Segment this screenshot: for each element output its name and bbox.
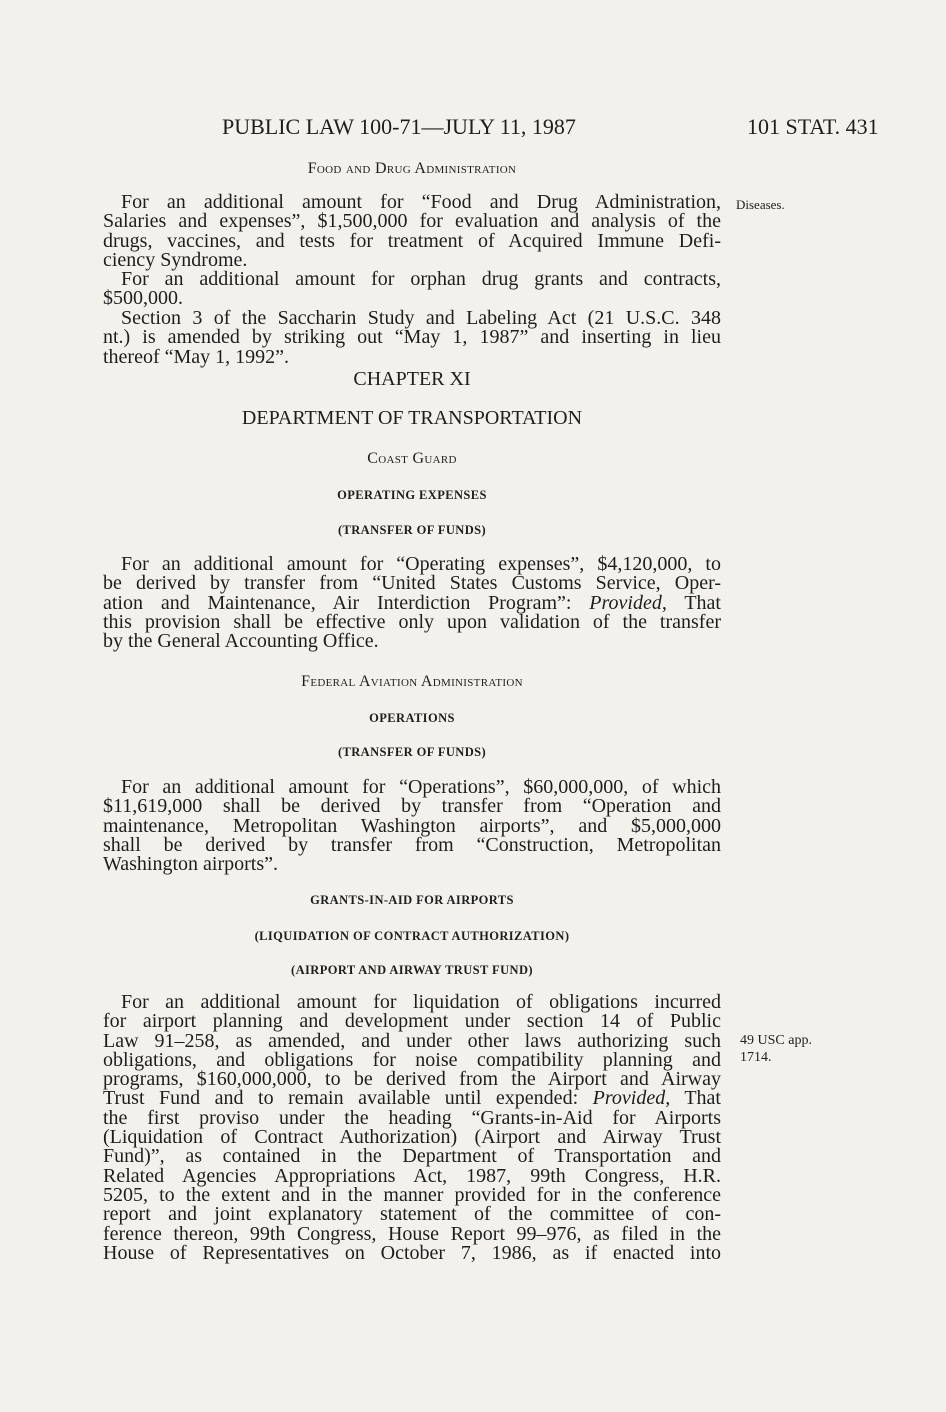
margin-note-usc-line1: 49 USC app. <box>740 1033 812 1048</box>
text-segment: nt.) is amended by striking out “May 1, 1987” and inserting in lieu <box>103 326 721 349</box>
text-line <box>103 270 721 289</box>
subheading-liquidation: (LIQUIDATION OF CONTRACT AUTHORIZATION) <box>254 929 570 943</box>
section-heading-fda: Food and Drug Administration <box>307 160 517 177</box>
text-segment: For an additional amount for orphan drug grants and contracts, <box>121 268 721 290</box>
paragraph-grants-in-aid <box>103 993 721 1263</box>
paragraph-saccharin <box>103 309 721 367</box>
margin-note-diseases: Diseases. <box>736 197 785 212</box>
text-segment: by the General Accounting Office. <box>103 630 379 653</box>
text-line <box>103 1241 721 1264</box>
text-segment: Law 91–258, as amended, and under other laws authorizing such <box>103 1029 721 1052</box>
italic-text: Provided, <box>592 1087 671 1110</box>
text-segment: $500,000. <box>103 287 183 310</box>
subheading-transfer-of-funds-2: (TRANSFER OF FUNDS) <box>337 745 487 759</box>
text-segment: Salaries and expenses”, $1,500,000 for evaluation and analysis of the <box>103 210 721 233</box>
paragraph-orphan-drug <box>103 270 721 309</box>
text-segment: For an additional amount for “Food and Drug Administration, <box>121 191 721 213</box>
margin-note-usc <box>740 1032 812 1066</box>
text-segment: Related Agencies Appropriations Act, 1987, 99th Congress, H.R. <box>103 1164 721 1187</box>
text-line <box>103 345 721 368</box>
text-segment: shall be derived by transfer from “Construction, Metropolitan <box>103 833 721 856</box>
text-segment: the first proviso under the heading “Grants-in-Aid for Airports <box>103 1106 721 1129</box>
text-segment: obligations, and obligations for noise compatibility planning and <box>103 1048 721 1071</box>
text-segment: Section 3 of the Saccharin Study and Labeling Act (21 U.S.C. 348 <box>121 307 721 329</box>
text-segment: House of Representatives on October 7, 1986, as if enacted into <box>103 1241 721 1264</box>
text-segment: this provision shall be effective only upon validation of the transfer <box>103 610 721 633</box>
department-heading: DEPARTMENT OF TRANSPORTATION <box>241 407 583 429</box>
page-stat-number: 101 STAT. 431 <box>747 114 879 139</box>
text-segment: Trust Fund and to remain available until expended: <box>103 1087 593 1110</box>
text-segment: ference thereon, 99th Congress, House Report 99–976, as filed in the <box>103 1222 721 1245</box>
section-heading-faa: Federal Aviation Administration <box>301 673 523 690</box>
text-segment: For an additional amount for liquidation of obligations incurred <box>121 991 721 1013</box>
running-header-title: PUBLIC LAW 100-71—JULY 11, 1987 <box>222 114 576 139</box>
text-segment: Fund)”, as contained in the Department of Transportation and <box>103 1145 721 1168</box>
section-heading-coast-guard: Coast Guard <box>367 450 457 467</box>
text-segment: thereof “May 1, 1992”. <box>103 345 290 368</box>
text-segment: For an additional amount for “Operating expenses”, $4,120,000, to <box>121 553 721 575</box>
text-segment: Washington airports”. <box>103 853 279 876</box>
text-segment: For an additional amount for “Operations”, $60,000,000, of which <box>121 776 721 798</box>
text-line <box>103 289 721 308</box>
text-segment: $11,619,000 shall be derived by transfer from “Operation and <box>103 795 721 818</box>
paragraph-coast-guard <box>103 555 721 651</box>
text-segment: That <box>670 1087 721 1110</box>
paragraph-fda-aids <box>103 193 721 270</box>
text-segment: maintenance, Metropolitan Washington airports”, and $5,000,000 <box>103 814 721 837</box>
text-segment: be derived by transfer from “United States Customs Service, Oper- <box>103 572 721 595</box>
text-segment: ation and Maintenance, Air Interdiction Program”: <box>103 591 590 614</box>
text-line <box>103 855 721 874</box>
text-segment: 5205, to the extent and in the manner provided for in the conference <box>103 1183 721 1206</box>
subheading-trust-fund: (AIRPORT AND AIRWAY TRUST FUND) <box>291 963 533 977</box>
chapter-title: CHAPTER XI <box>353 368 471 390</box>
italic-text: Provided, <box>589 591 667 614</box>
text-segment: drugs, vaccines, and tests for treatment of Acquired Immune Defi- <box>103 229 721 252</box>
subheading-grants-in-aid: GRANTS-IN-AID FOR AIRPORTS <box>310 893 514 907</box>
paragraph-faa-operations <box>103 778 721 874</box>
text-segment: programs, $160,000,000, to be derived from the Airport and Airway <box>103 1068 721 1091</box>
text-segment: ciency Syndrome. <box>103 248 248 271</box>
text-segment: report and joint explanatory statement of the committee of con- <box>103 1203 721 1226</box>
subheading-operating-expenses: OPERATING EXPENSES <box>337 488 487 502</box>
subheading-operations: OPERATIONS <box>369 711 455 725</box>
text-segment: for airport planning and development under section 14 of Public <box>103 1010 721 1033</box>
text-segment: That <box>666 591 721 614</box>
margin-note-usc-line2: 1714. <box>740 1050 772 1065</box>
text-line <box>103 632 721 651</box>
text-segment: (Liquidation of Contract Authorization) (Airport and Airway Trust <box>103 1126 721 1149</box>
subheading-transfer-of-funds: (TRANSFER OF FUNDS) <box>337 523 487 537</box>
